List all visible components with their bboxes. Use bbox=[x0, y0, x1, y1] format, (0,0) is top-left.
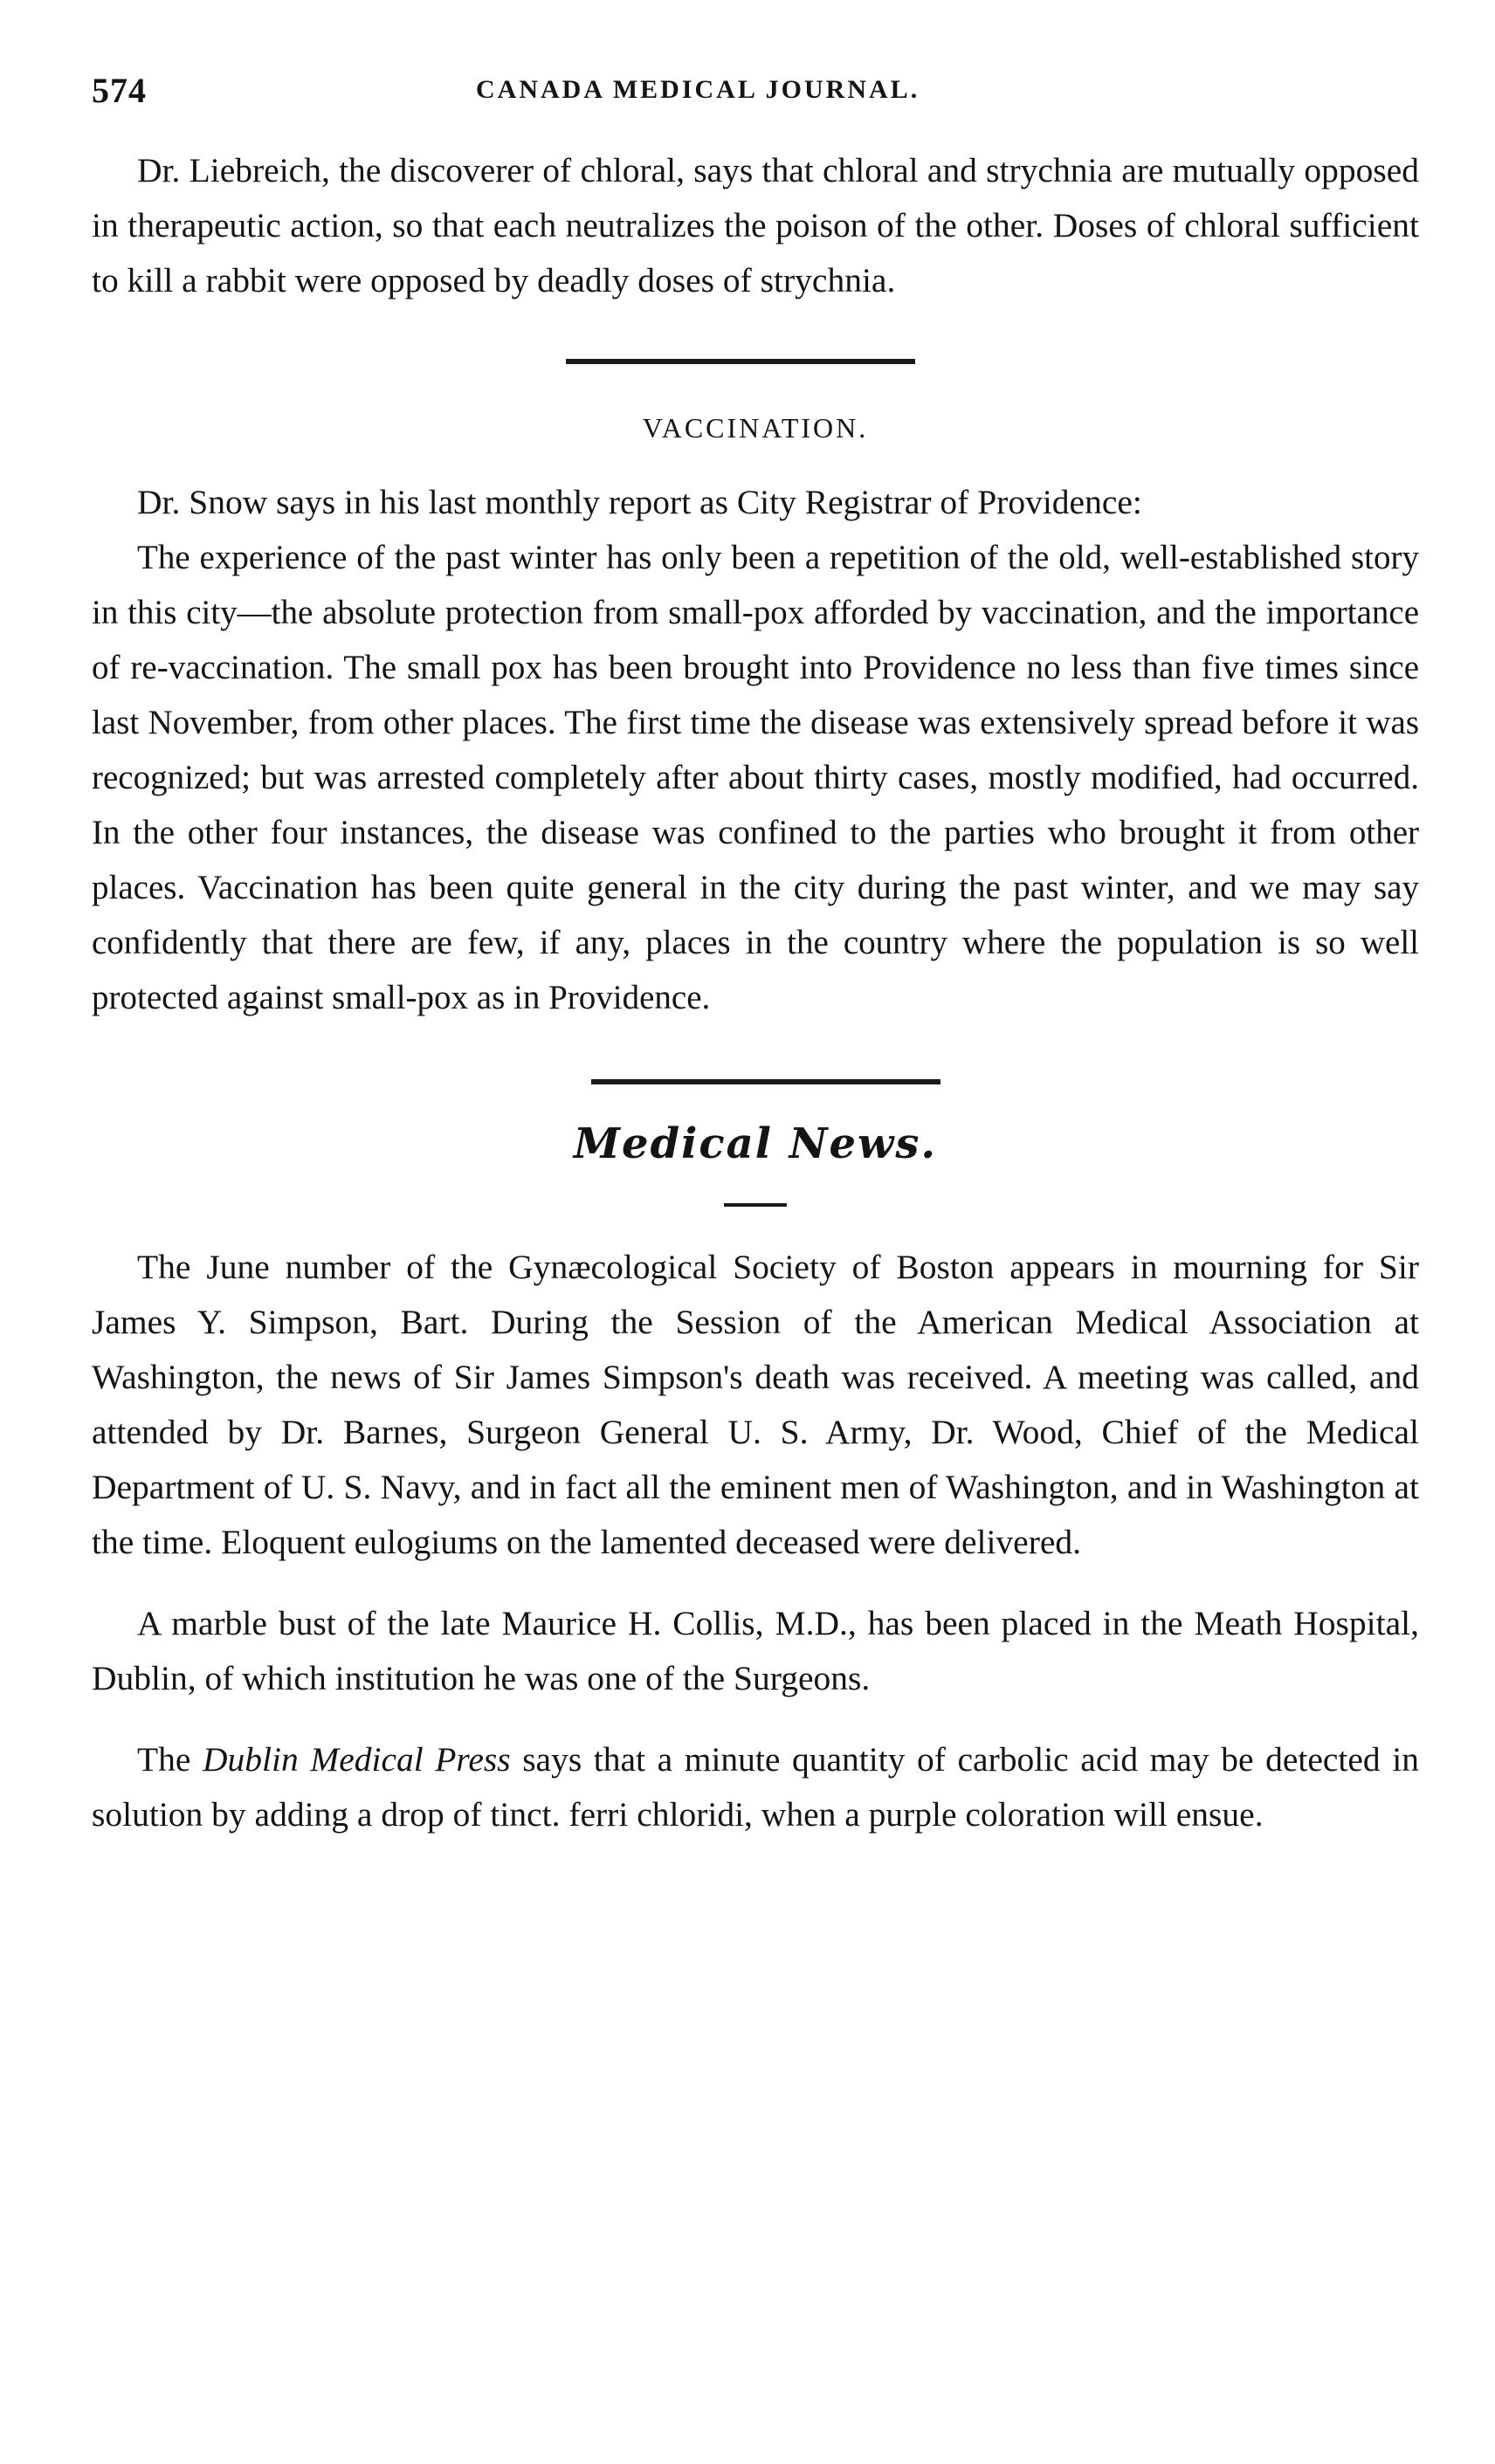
news-item-carbolic-lead: The bbox=[137, 1740, 203, 1779]
vaccination-heading: VACCINATION. bbox=[642, 412, 869, 444]
vaccination-intro: Dr. Snow says in his last monthly report as City Registrar of Providence: bbox=[137, 483, 1142, 521]
dublin-medical-press-title: Dublin Medical Press bbox=[203, 1740, 511, 1779]
news-item-simpson: The June number of the Gynæcological Society of Boston appears in mourning for Sir James Y. Simpson, Bart. During the Session of the American Medical Association at Washington, the news of Sir James Simpson's death was received. A meeting was called, and attended by Dr. Barnes, Surgeon General U. S. Army, Dr. Wood, Chief of the Medical Department of U. S. Navy, and in fact all the eminent men of Washington, and in Washington at the time. Eloquent eulogiums on the lamented deceased were delivered. bbox=[92, 1248, 1419, 1561]
section-divider bbox=[591, 1079, 940, 1084]
news-item-carbolic bbox=[92, 1732, 1419, 1842]
news-item-carbolic-body: says that a minute quantity of carbolic acid may be detected in solution by adding a drop of tinct. ferri chloridi, when a purple coloration will ensue. bbox=[92, 1740, 1419, 1834]
vaccination-quote bbox=[92, 530, 1419, 1025]
running-head bbox=[92, 70, 1419, 124]
medical-news-heading: Medical News. bbox=[573, 1119, 938, 1168]
vaccination-quote-text: The experience of the past winter has only been a repetition of the old, well-established story in this city—the absolute protection from small-pox afforded by vaccination, and the importance of re-vaccination. The small pox has been brought into Providence no less than five times since last November, from other places. The first time the disease was extensively spread before it was recognized; but was arrested completely after about thirty cases, mostly modified, had occurred. In the other four instances, the disease was confined to the parties who brought it from other places. Vaccination has been quite general in the city during the past winter, and we may say confidently that there are few, if any, places in the country where the population is so well protected against small-pox as in Providence. bbox=[92, 539, 1419, 1016]
section-divider bbox=[566, 359, 915, 364]
page-number: 574 bbox=[92, 71, 147, 110]
journal-title: CANADA MEDICAL JOURNAL. bbox=[476, 75, 920, 104]
chloral-paragraph: Dr. Liebreich, the discoverer of chloral, says that chloral and strychnia are mutually opposed in therapeutic action, so that each neutralizes the poison of the other. Doses of chloral sufficient to kill a rabbit were opposed by deadly doses of strychnia. bbox=[92, 151, 1419, 299]
news-item-collis: A marble bust of the late Maurice H. Collis, M.D., has been placed in the Meath Hospital, Dublin, of which institution he was one of the Surgeons. bbox=[92, 1604, 1419, 1697]
heading-underline bbox=[724, 1203, 787, 1207]
journal-page bbox=[92, 70, 1419, 1842]
